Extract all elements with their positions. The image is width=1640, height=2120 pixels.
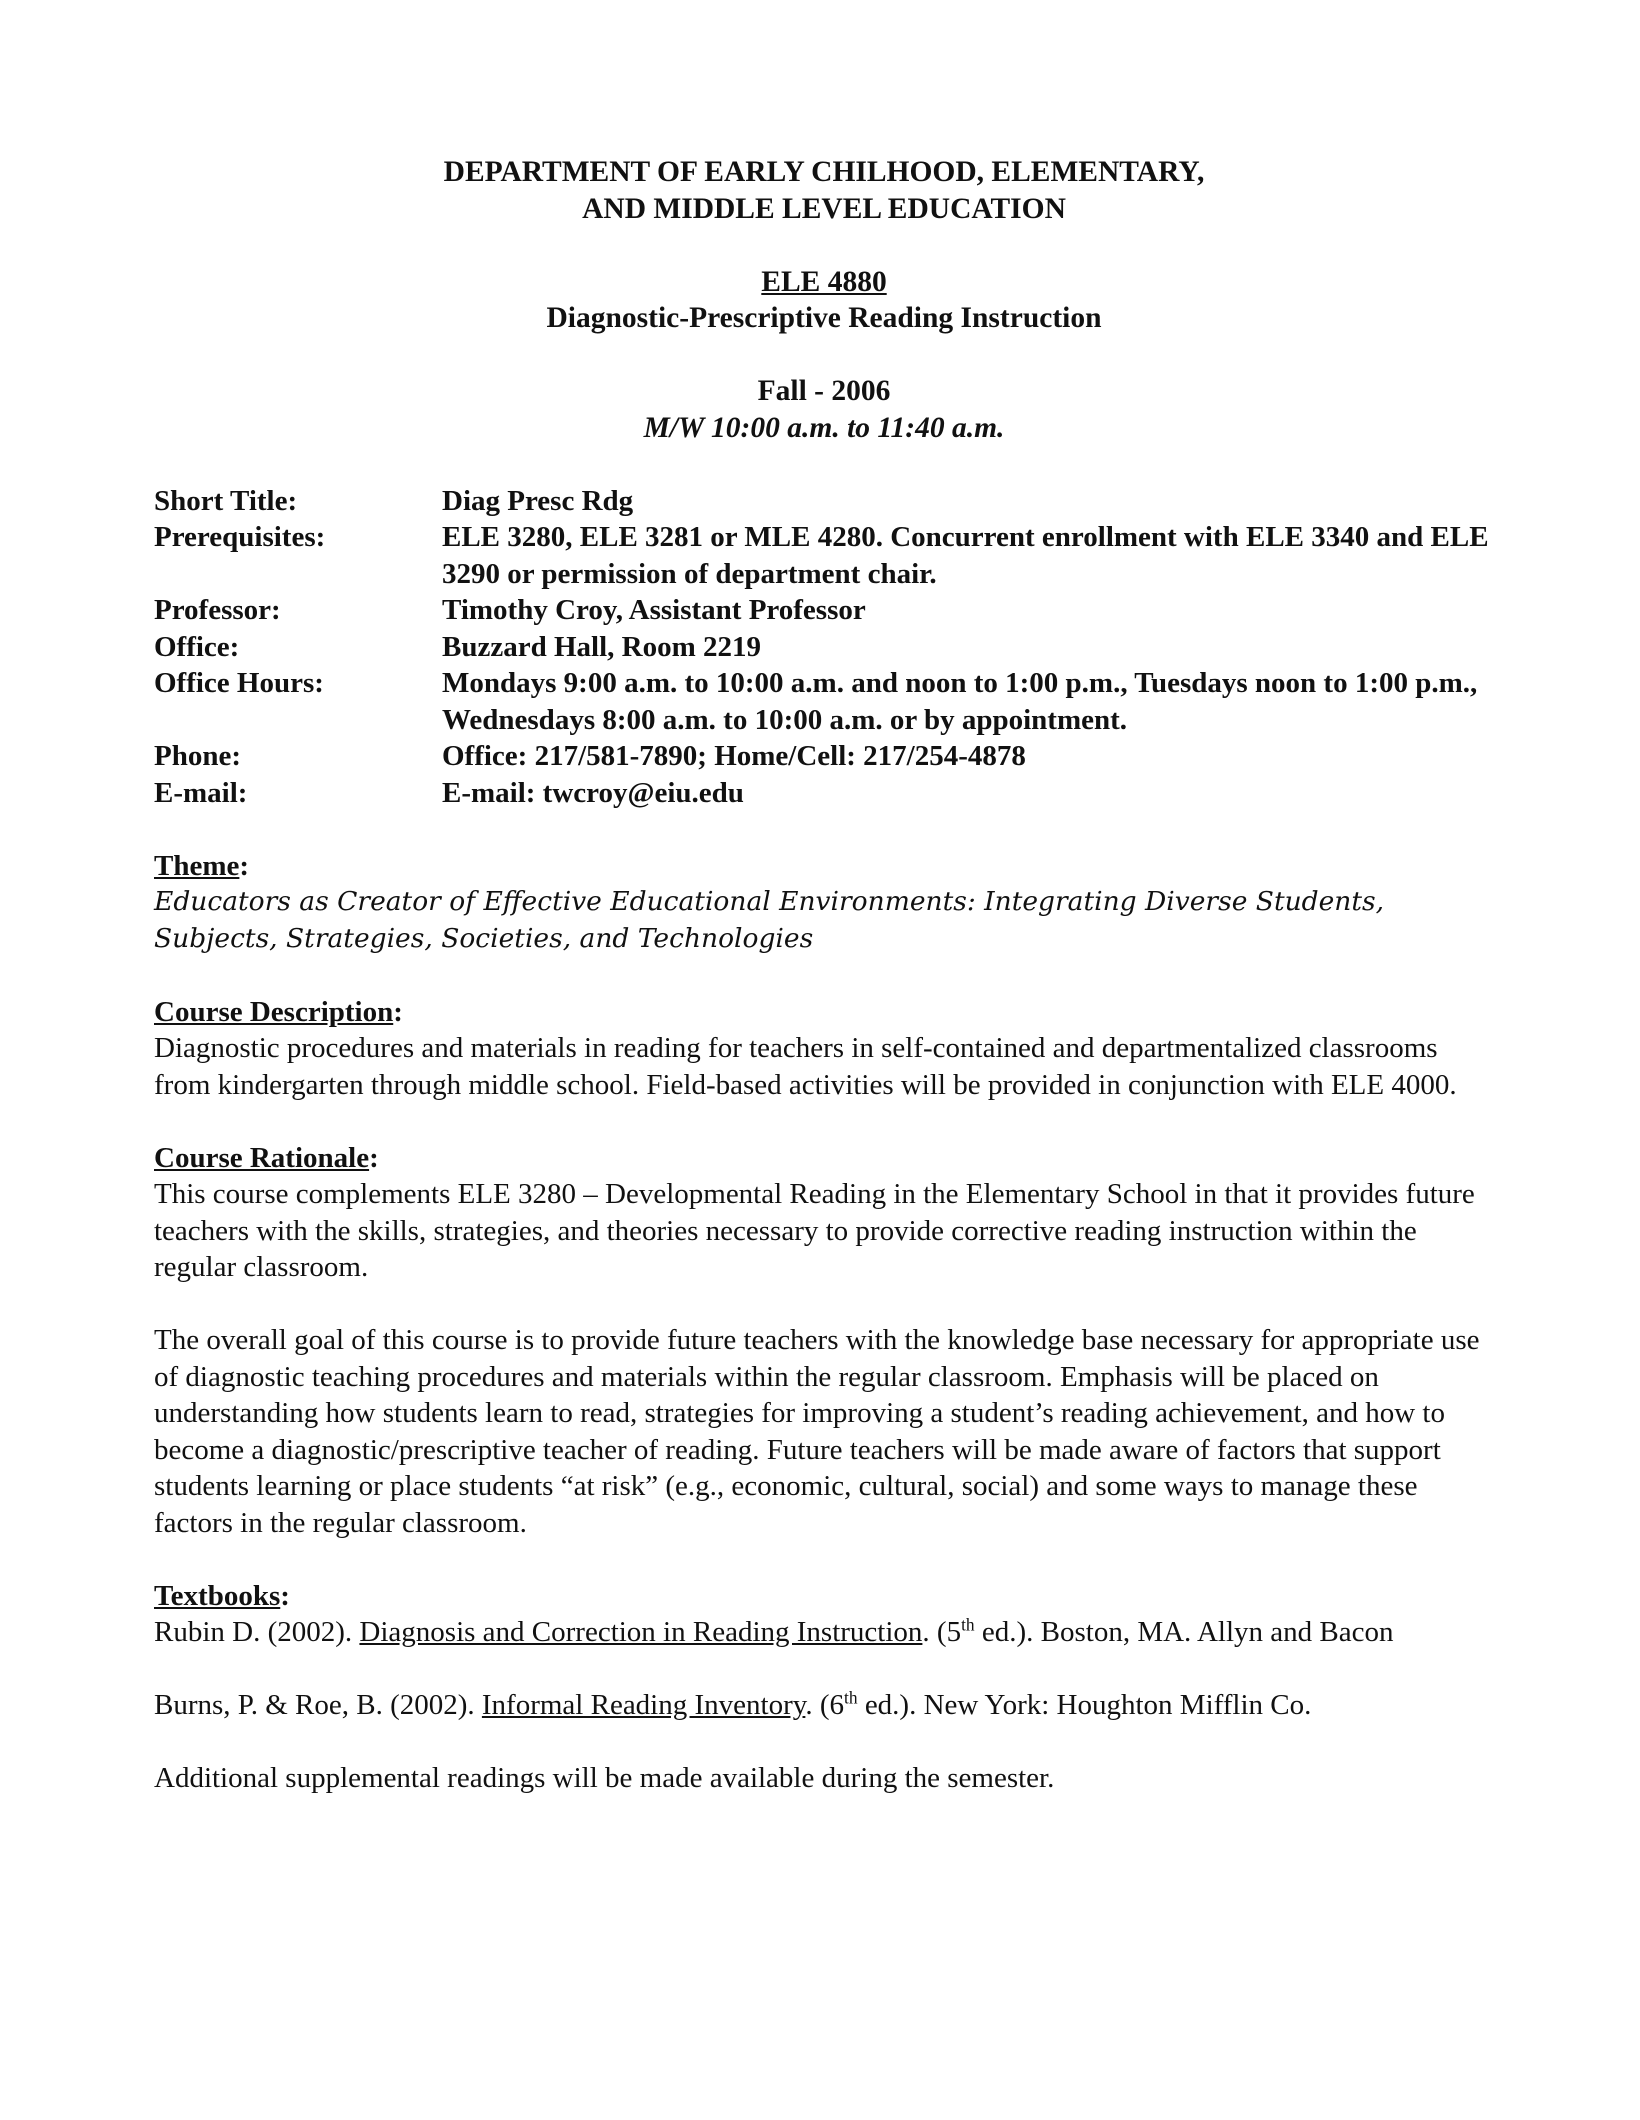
textbook-reference-1: Rubin D. (2002). Diagnosis and Correction in Reading Instruction. (5th ed.). Boston, MA. Allyn and Bacon <box>154 1614 1394 1648</box>
theme-text: Educators as Creator of Effective Educational Environments: Integrating Diverse Students, Subjects, Strategies, Societies, and Technologies <box>154 886 1385 954</box>
syllabus-page <box>154 154 1494 1797</box>
department-heading <box>154 154 1494 227</box>
term: Fall - 2006 <box>757 375 891 407</box>
info-value-phone: Office: 217/581-7890; Home/Cell: 217/254-4878 <box>442 740 1026 772</box>
info-value-office-hours: Mondays 9:00 a.m. to 10:00 a.m. and noon to 1:00 p.m., Tuesdays noon to 1:00 p.m., Wednesdays 8:00 a.m. to 10:00 a.m. or by appointment. <box>442 667 1478 736</box>
course-info-table <box>154 483 1494 812</box>
info-label-professor: Professor: <box>154 594 281 626</box>
info-value-professor: Timothy Croy, Assistant Professor <box>442 594 866 626</box>
supplemental-readings-note: Additional supplemental readings will be made available during the semester. <box>154 1762 1055 1794</box>
course-rationale-heading: Course Rationale: <box>154 1141 379 1174</box>
course-rationale-paragraph-2: The overall goal of this course is to provide future teachers with the knowledge base necessary for appropriate use of diagnostic teaching procedures and materials within the regular classroom. Emphasis will be placed on understanding how students learn to read, strategies for improving a student’s reading achievement, and how to become a diagnostic/prescriptive teacher of reading. Future teachers will be made aware of factors that support students learning or place students “at risk” (e.g., economic, cultural, social) and some ways to manage these factors in the regular classroom. <box>154 1324 1480 1539</box>
textbook-title-2: Informal Reading Inventory <box>481 1689 806 1721</box>
course-code: ELE 4880 <box>761 265 887 298</box>
textbooks-heading: Textbooks: <box>154 1579 290 1612</box>
course-title: Diagnostic-Prescriptive Reading Instruction <box>546 302 1102 334</box>
info-label-short-title: Short Title: <box>154 484 298 517</box>
info-value-prerequisites: ELE 3280, ELE 3281 or MLE 4280. Concurrent enrollment with ELE 3340 and ELE 3290 or permission of department chair. <box>442 521 1489 590</box>
textbook-title-1: Diagnosis and Correction in Reading Instruction <box>359 1616 923 1648</box>
info-label-phone: Phone: <box>154 740 241 772</box>
course-rationale-paragraph-1: This course complements ELE 3280 – Developmental Reading in the Elementary School in that it provides future teachers with the skills, strategies, and theories necessary to provide corrective reading instruction within the regular classroom. <box>154 1178 1475 1283</box>
info-value-email: E-mail: twcroy@eiu.edu <box>442 776 744 809</box>
info-label-office: Office: <box>154 630 240 663</box>
course-description-heading: Course Description: <box>154 995 403 1028</box>
theme-heading: Theme: <box>154 849 250 882</box>
info-label-office-hours: Office Hours: <box>154 667 324 699</box>
info-value-office: Buzzard Hall, Room 2219 <box>442 630 761 663</box>
department-line-1: DEPARTMENT OF EARLY CHILHOOD, ELEMENTARY, <box>443 156 1205 188</box>
department-line-2: AND MIDDLE LEVEL EDUCATION <box>582 192 1066 225</box>
schedule: M/W 10:00 a.m. to 11:40 a.m. <box>643 411 1005 444</box>
info-value-short-title: Diag Presc Rdg <box>442 484 634 517</box>
course-description-text: Diagnostic procedures and materials in reading for teachers in self-contained and departmentalized classrooms from kindergarten through middle school. Field-based activities will be provided in conjunction with ELE 4000. <box>154 1032 1457 1101</box>
info-label-email: E-mail: <box>154 776 248 809</box>
textbook-reference-2: Burns, P. & Roe, B. (2002). Informal Reading Inventory. (6th ed.). New York: Houghton Mifflin Co. <box>154 1687 1312 1721</box>
info-label-prerequisites: Prerequisites: <box>154 521 326 553</box>
term-heading <box>154 373 1494 446</box>
course-heading <box>154 264 1494 337</box>
